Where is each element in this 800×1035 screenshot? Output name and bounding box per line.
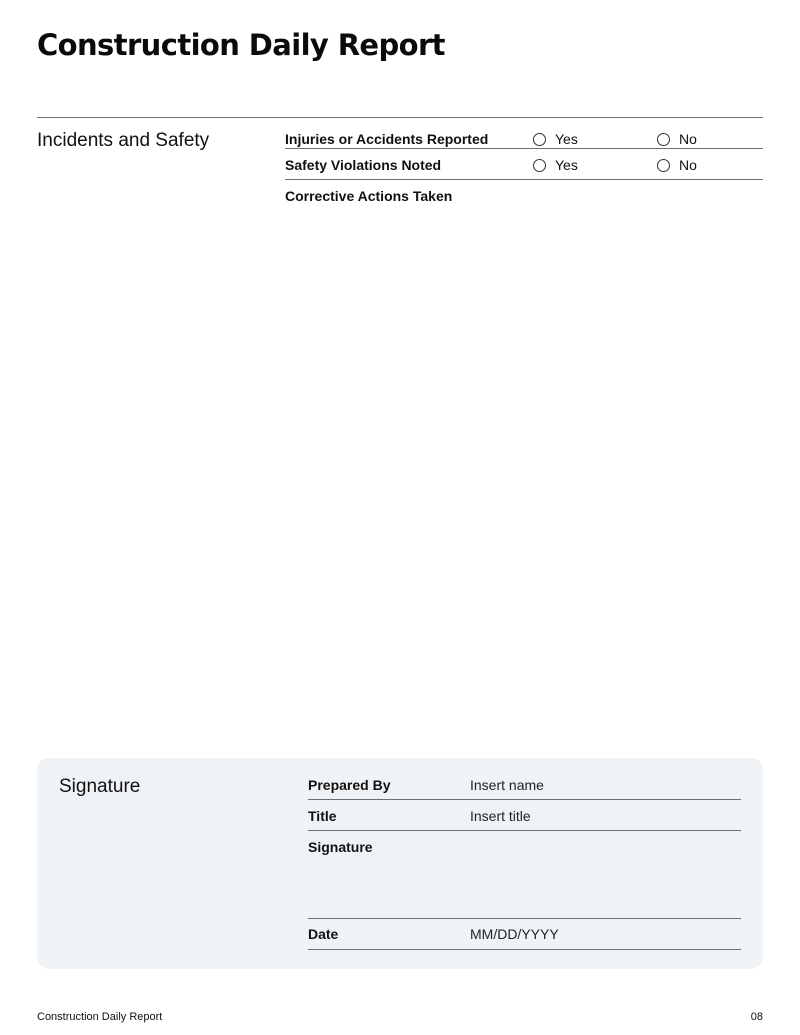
- violations-yes-label: Yes: [555, 157, 578, 173]
- title-value[interactable]: Insert title: [470, 808, 531, 824]
- question-label-corrective-actions: Corrective Actions Taken: [285, 188, 453, 204]
- incident-question-list: [285, 118, 763, 210]
- section-heading-incidents: Incidents and Safety: [37, 130, 210, 151]
- date-label: Date: [308, 926, 339, 942]
- violations-no-radio[interactable]: [657, 159, 670, 172]
- section-heading-signature: Signature: [59, 776, 141, 797]
- violations-no-label: No: [679, 157, 697, 173]
- question-label-injuries: Injuries or Accidents Reported: [285, 131, 489, 147]
- date-value[interactable]: MM/DD/YYYY: [470, 926, 559, 942]
- violations-yes-option[interactable]: [533, 157, 578, 173]
- violations-no-option[interactable]: [657, 157, 697, 173]
- prepared-by-label: Prepared By: [308, 777, 391, 793]
- signature-panel: [37, 758, 763, 969]
- injuries-yes-label: Yes: [555, 131, 578, 147]
- question-label-violations: Safety Violations Noted: [285, 157, 442, 173]
- injuries-yes-option[interactable]: [533, 131, 578, 147]
- injuries-yes-radio[interactable]: [533, 133, 546, 146]
- prepared-by-value[interactable]: Insert name: [470, 777, 544, 793]
- signature-label: Signature: [308, 839, 373, 855]
- signature-field[interactable]: [308, 831, 741, 919]
- injuries-no-radio[interactable]: [657, 133, 670, 146]
- footer-title: Construction Daily Report: [37, 1011, 163, 1023]
- question-row-violations: [285, 149, 763, 180]
- title-field[interactable]: [308, 800, 741, 831]
- incidents-and-safety-section: [37, 117, 763, 204]
- injuries-no-label: No: [679, 131, 697, 147]
- injuries-no-option[interactable]: [657, 131, 697, 147]
- title-label: Title: [308, 808, 337, 824]
- page-title: Construction Daily Report: [37, 28, 445, 62]
- question-row-corrective-actions[interactable]: [285, 180, 763, 210]
- signature-fields: [308, 758, 741, 950]
- prepared-by-field[interactable]: [308, 758, 741, 800]
- date-field[interactable]: [308, 919, 741, 950]
- footer-page-number: 08: [750, 1011, 763, 1023]
- violations-yes-radio[interactable]: [533, 159, 546, 172]
- question-row-injuries: [285, 118, 763, 149]
